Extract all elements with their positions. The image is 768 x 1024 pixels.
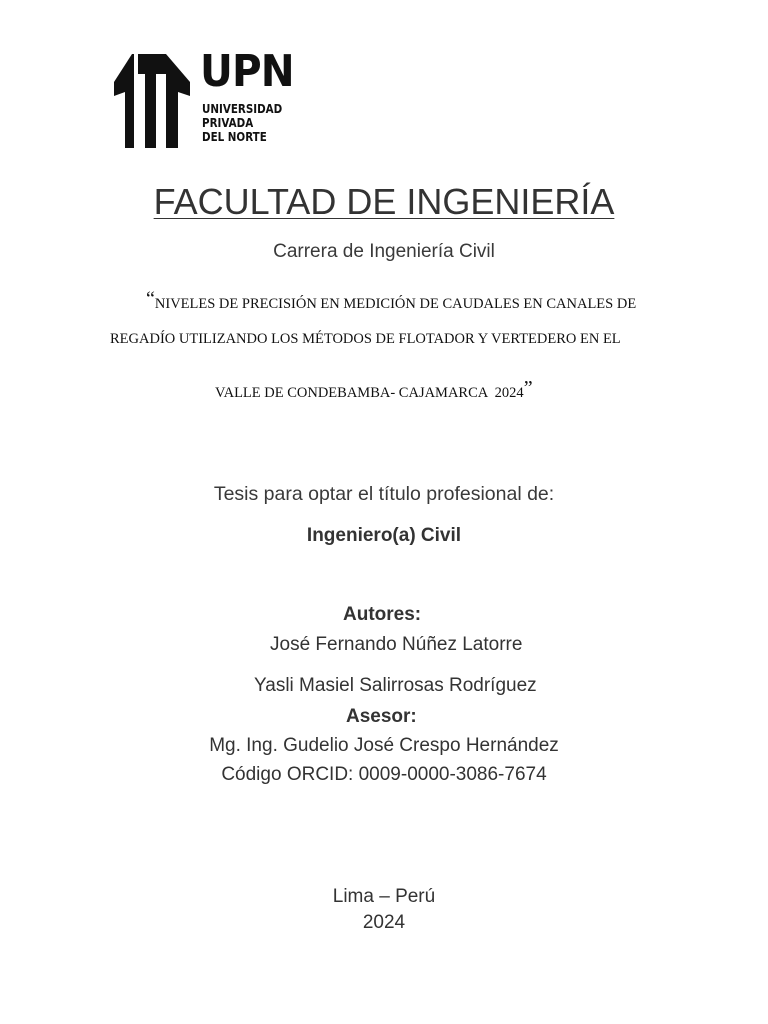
- thesis-title-line-3: [215, 378, 533, 403]
- upn-torch-logo-icon: [112, 52, 192, 148]
- thesis-title-text-3: VALLE DE CONDEBAMBA- CAJAMARCA 2024: [215, 385, 524, 401]
- faculty-heading: FACULTAD DE INGENIERÍA: [153, 181, 615, 222]
- advisor-name: Mg. Ing. Gudelio José Crespo Hernández: [209, 735, 559, 756]
- open-quote: “: [146, 288, 155, 310]
- thesis-title-line-2: REGADÍO UTILIZANDO LOS MÉTODOS DE FLOTADOR Y VERTEDERO EN EL: [110, 331, 621, 347]
- advisor-label: Asesor:: [346, 706, 417, 727]
- thesis-title-text-1: NIVELES DE PRECISIÓN EN MEDICIÓN DE CAUDALES EN CANALES DE: [154, 296, 637, 312]
- logo-abbreviation: UPN: [200, 46, 294, 97]
- thesis-purpose: Tesis para optar el título profesional de:: [213, 483, 555, 505]
- place: Lima – Perú: [332, 886, 436, 907]
- year: 2024: [362, 912, 406, 933]
- author-name-2: Yasli Masiel Salirrosas Rodríguez: [254, 675, 537, 696]
- logo-line-1: UNIVERSIDAD: [202, 102, 283, 116]
- authors-label: Autores:: [343, 604, 422, 625]
- advisor-orcid: Código ORCID: 0009-0000-3086-7674: [221, 764, 547, 785]
- career-name: Carrera de Ingeniería Civil: [273, 241, 495, 262]
- degree-title: Ingeniero(a) Civil: [306, 525, 462, 546]
- logo-line-3: DEL NORTE: [202, 130, 267, 144]
- thesis-title-line-1: [146, 289, 636, 314]
- logo-line-2: PRIVADA: [202, 116, 254, 130]
- university-logo: [112, 46, 294, 148]
- author-name-1: José Fernando Núñez Latorre: [270, 634, 523, 655]
- close-quote: ”: [523, 377, 533, 399]
